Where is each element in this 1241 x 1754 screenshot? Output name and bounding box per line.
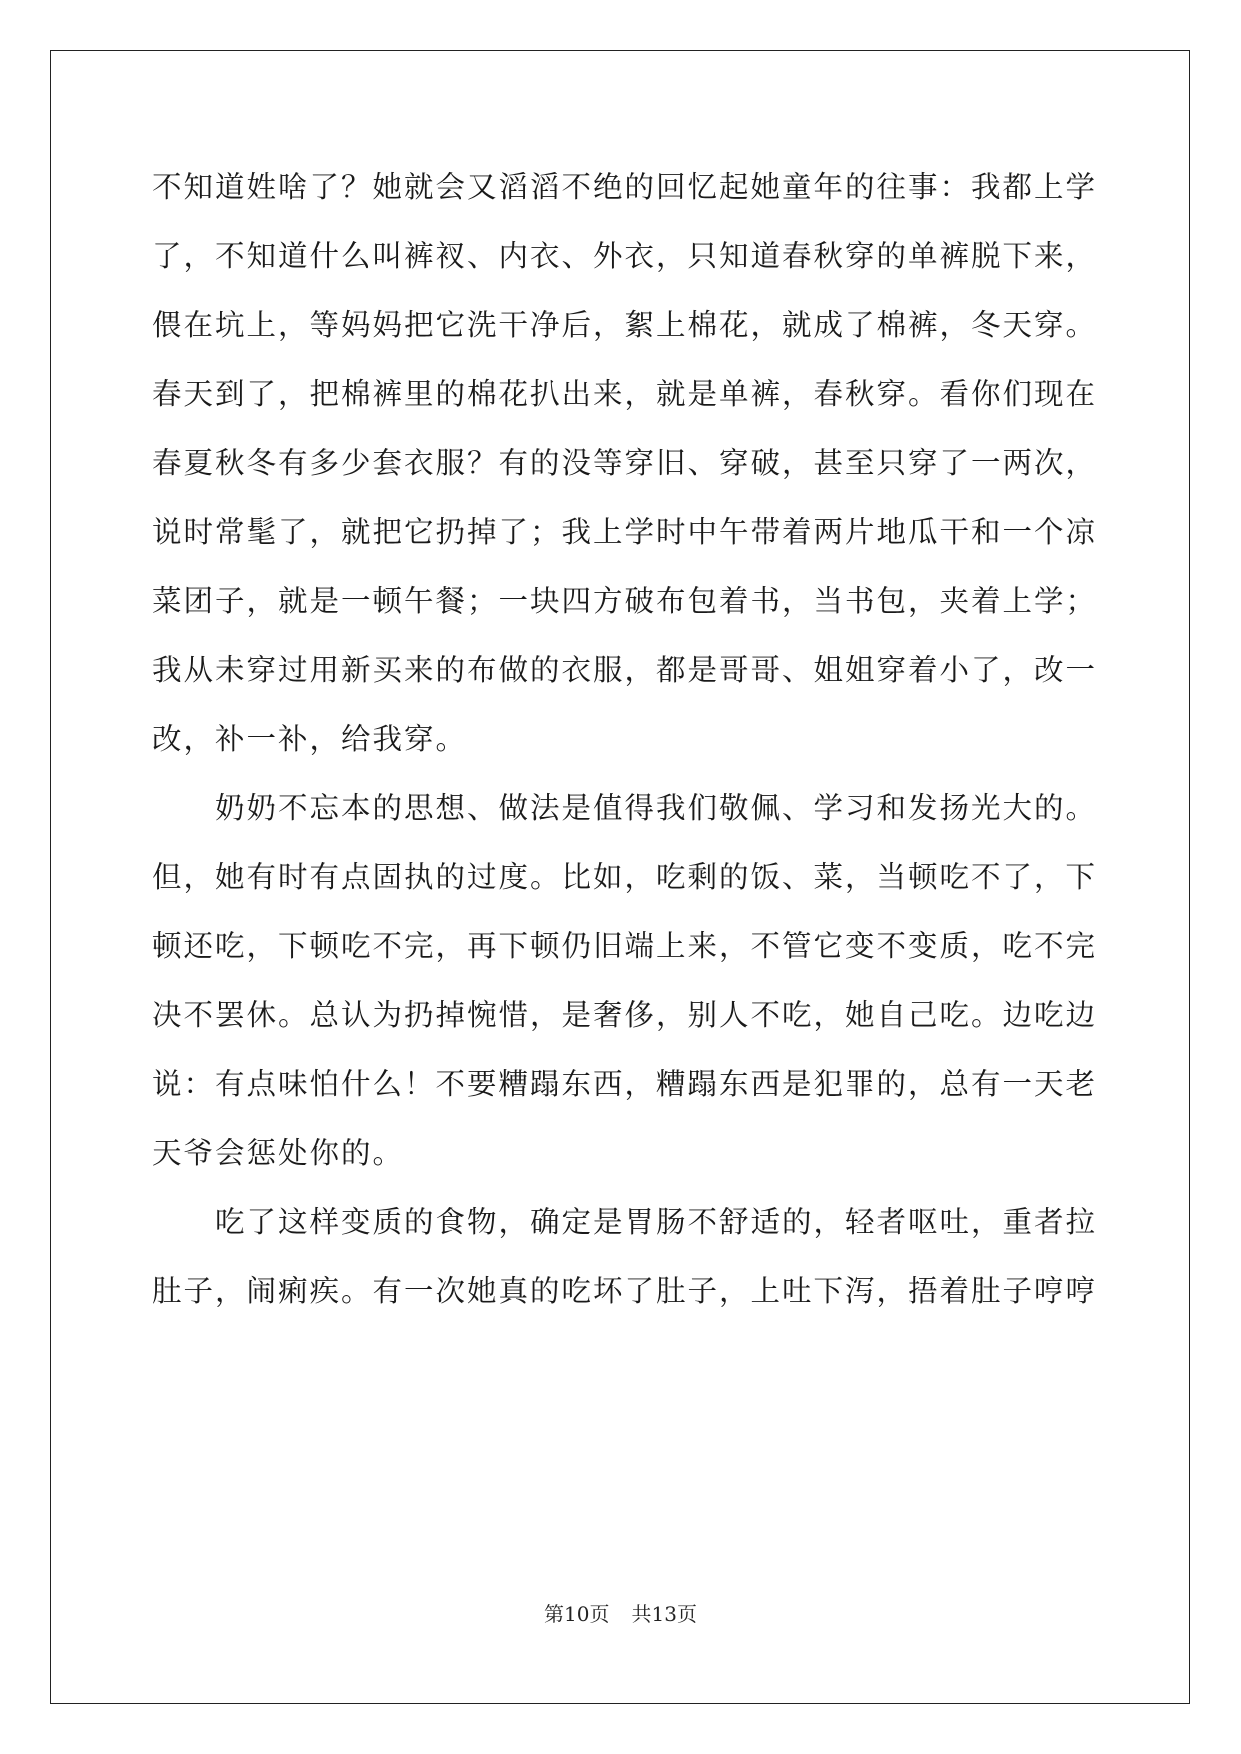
page-number: 第10页 bbox=[544, 1602, 610, 1626]
text-line: 春夏秋冬有多少套衣服？有的没等穿旧、穿破，甚至只穿了一两次， bbox=[152, 446, 1098, 480]
text-line: 肚子，闹痢疾。有一次她真的吃坏了肚子，上吐下泻，捂着肚子哼哼 bbox=[152, 1274, 1098, 1308]
text-line: 菜团子，就是一顿午餐；一块四方破布包着书，当书包，夹着上学； bbox=[152, 584, 1098, 618]
text-line: 不知道姓啥了？她就会又滔滔不绝的回忆起她童年的往事：我都上学 bbox=[152, 170, 1098, 204]
text-line: 顿还吃，下顿吃不完，再下顿仍旧端上来，不管它变不变质，吃不完 bbox=[152, 929, 1098, 963]
text-line: 春天到了，把棉裤里的棉花扒出来，就是单裤，春秋穿。看你们现在 bbox=[152, 377, 1098, 411]
text-line: 说：有点味怕什么！不要糟蹋东西，糟蹋东西是犯罪的，总有一天老 bbox=[152, 1067, 1098, 1101]
text-line: 奶奶不忘本的思想、做法是值得我们敬佩、学习和发扬光大的。 bbox=[152, 791, 1098, 825]
page-footer bbox=[0, 1598, 1241, 1627]
page-total: 共13页 bbox=[631, 1602, 697, 1626]
text-line: 但，她有时有点固执的过度。比如，吃剩的饭、菜，当顿吃不了，下 bbox=[152, 860, 1098, 894]
text-line: 了，不知道什么叫裤衩、内衣、外衣，只知道春秋穿的单裤脱下来， bbox=[152, 239, 1098, 273]
text-line: 吃了这样变质的食物，确定是胃肠不舒适的，轻者呕吐，重者拉 bbox=[152, 1205, 1098, 1239]
text-line: 说时常髦了，就把它扔掉了；我上学时中午带着两片地瓜干和一个凉 bbox=[152, 515, 1098, 549]
text-line: 决不罢休。总认为扔掉惋惜，是奢侈，别人不吃，她自己吃。边吃边 bbox=[152, 998, 1098, 1032]
text-line: 改，补一补，给我穿。 bbox=[152, 722, 468, 756]
text-line: 我从未穿过用新买来的布做的衣服，都是哥哥、姐姐穿着小了，改一 bbox=[152, 653, 1098, 687]
text-line: 天爷会惩处你的。 bbox=[152, 1136, 405, 1170]
text-line: 偎在坑上，等妈妈把它洗干净后，絮上棉花，就成了棉裤，冬天穿。 bbox=[152, 308, 1098, 342]
